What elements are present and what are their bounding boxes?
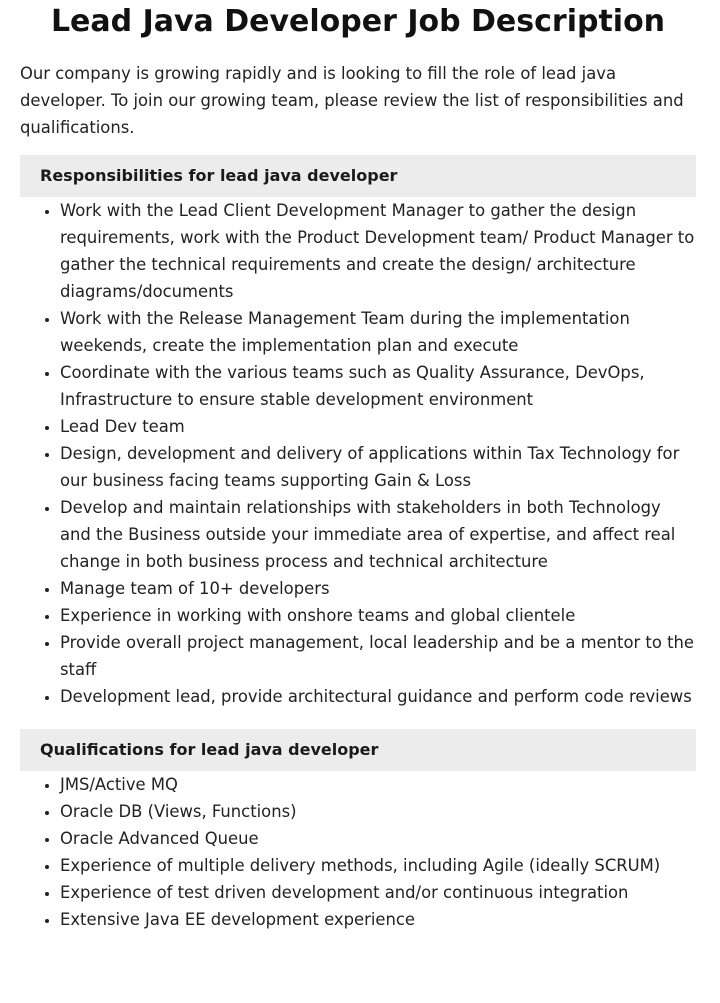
list-item: • Oracle DB (Views, Functions) (60, 798, 696, 825)
page-title: Lead Java Developer Job Description (50, 4, 666, 39)
list-item: • Extensive Java EE development experience (60, 906, 696, 933)
list-item: • Work with the Lead Client Development Manager to gather the design requirements, work with the Product Development team/ Product Manager to gather the technical requirements and create the design/ architecture diagrams/documents (60, 197, 696, 305)
intro-paragraph: Our company is growing rapidly and is looking to fill the role of lead java developer. To join our growing team, please review the list of responsibilities and qualifications. (20, 64, 684, 137)
list-item: • JMS/Active MQ (60, 771, 696, 798)
list-item: • Experience in working with onshore teams and global clientele (60, 602, 696, 629)
qualifications-list (20, 771, 696, 933)
list-item: • Manage team of 10+ developers (60, 575, 696, 602)
list-item: • Provide overall project management, local leadership and be a mentor to the staff (60, 629, 696, 683)
list-item: • Coordinate with the various teams such as Quality Assurance, DevOps, Infrastructure to ensure stable development environment (60, 359, 696, 413)
list-item: • Develop and maintain relationships with stakeholders in both Technology and the Business outside your immediate area of expertise, and affect real change in both business process and technical architecture (60, 494, 696, 575)
list-item: • Lead Dev team (60, 413, 696, 440)
list-item: • Design, development and delivery of applications within Tax Technology for our business facing teams supporting Gain & Loss (60, 440, 696, 494)
qualifications-heading: Qualifications for lead java developer (20, 729, 696, 771)
list-item: • Experience of multiple delivery methods, including Agile (ideally SCRUM) (60, 852, 696, 879)
list-item: • Experience of test driven development and/or continuous integration (60, 879, 696, 906)
list-item: • Oracle Advanced Queue (60, 825, 696, 852)
list-item: • Development lead, provide architectural guidance and perform code reviews (60, 683, 696, 710)
responsibilities-list (20, 197, 696, 710)
responsibilities-heading: Responsibilities for lead java developer (20, 155, 696, 197)
list-item: • Work with the Release Management Team during the implementation weekends, create the implementation plan and execute (60, 305, 696, 359)
